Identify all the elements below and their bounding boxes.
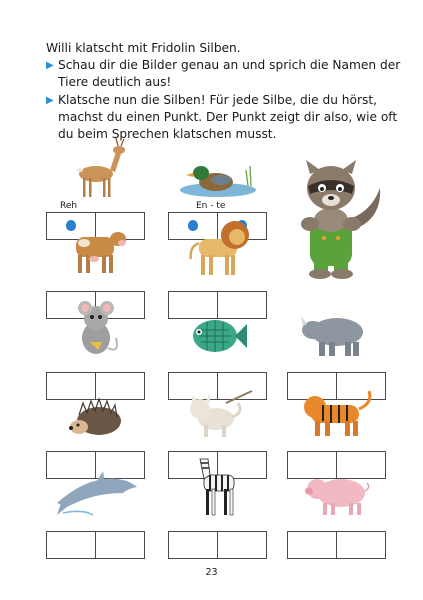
instruction-text: Schau dir die Bilder genau an und sprich die Namen der Tiere deutlich aus! — [58, 58, 401, 90]
duck-image — [168, 128, 267, 200]
syllable-word: Reh — [60, 201, 78, 211]
instruction-item — [46, 57, 406, 91]
arrow-right-icon: ▶ — [46, 94, 54, 106]
syllable-box[interactable] — [47, 532, 95, 558]
arrow-right-icon: ▶ — [46, 60, 54, 72]
syllable-box[interactable] — [336, 532, 385, 558]
dolphin-image — [46, 447, 145, 519]
rhino-image — [287, 288, 386, 360]
mouse-image — [46, 288, 145, 360]
cat-image — [168, 367, 267, 439]
exercise-cell — [168, 447, 267, 569]
syllable-box[interactable] — [169, 532, 217, 558]
hedgehog-image — [46, 367, 145, 439]
tiger-image — [287, 367, 386, 439]
zebra-image — [168, 447, 267, 519]
syllable-word: En - te — [196, 201, 226, 211]
syllable-boxes — [46, 531, 145, 559]
pig-image — [287, 447, 386, 519]
syllable-boxes — [287, 531, 386, 559]
syllable-box[interactable] — [217, 532, 266, 558]
syllable-box[interactable] — [95, 532, 144, 558]
intro-sentence: Willi klatscht mit Fridolin Silben. — [46, 41, 241, 55]
cow-image — [46, 207, 145, 279]
exercise-cell — [46, 447, 145, 569]
syllable-boxes — [168, 531, 267, 559]
racoon-illustration — [280, 160, 392, 284]
instruction-text: Klatsche nun die Silben! Für jede Silbe, die du hörst, machst du einen Punkt. Der Punkt zeigt dir also, wie oft du beim Sprechen klatschen musst. — [58, 92, 398, 142]
page-number: 23 — [205, 567, 218, 578]
syllable-box[interactable] — [288, 532, 336, 558]
lion-image — [168, 207, 267, 279]
deer-image — [46, 128, 145, 200]
exercise-cell — [287, 447, 386, 569]
fish-image — [168, 288, 267, 360]
